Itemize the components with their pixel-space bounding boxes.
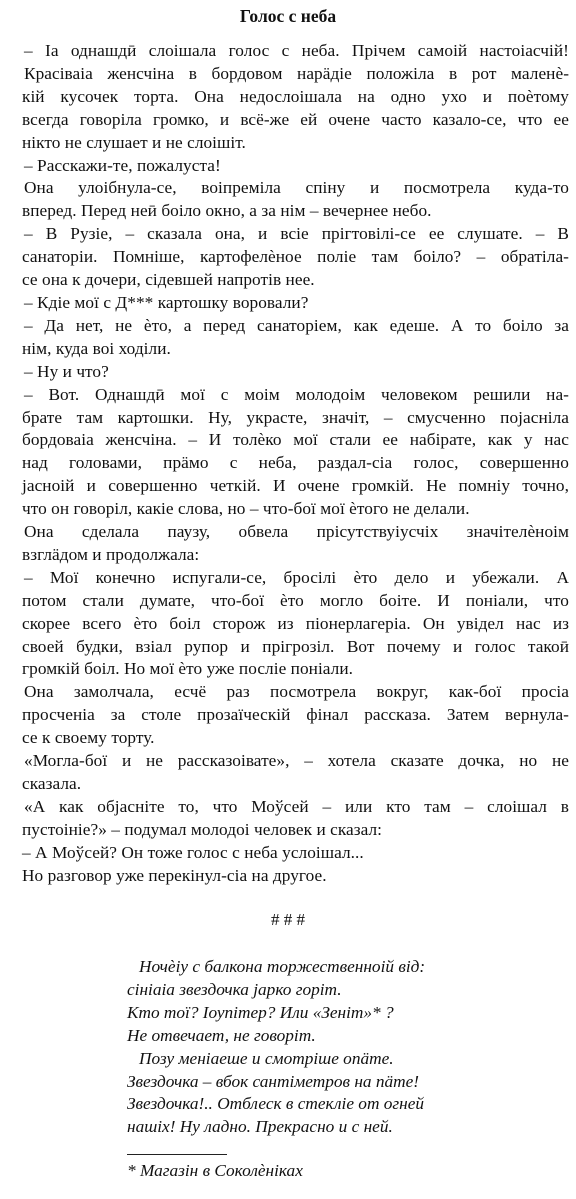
prose-line: – В Рузіе, – сказала она, и всіе прігтовілі-се ее слушате. – В	[24, 224, 569, 244]
prose-line: потом стали думате, что-бої ѐто могло боіте. И поніали, что	[22, 590, 569, 610]
prose-line: пустоініе?» – подумал молодоі человек и сказал:	[22, 819, 383, 839]
prose-line: санаторіи. Помніше, картофелѐное поліе там боіло? – обратіла-	[22, 247, 569, 267]
prose-line: Она сделала паузу, обвела прісутствуіусчіх значітелѐноім	[24, 522, 569, 542]
prose-line: – Кдіе мої с Д*** картошку воровали?	[24, 292, 309, 312]
poem-line: Звездочка – вбок сантіметров на пӓте!	[127, 1071, 420, 1091]
prose-line: скорее всего ѐто боіл сторож из піонерлагеріа. Он увідел нас из	[22, 613, 569, 633]
story-title: Голос с неба	[239, 6, 337, 26]
prose-line: Она замолчала, есчё раз посмотрела вокруг, как-бої просіа	[24, 682, 569, 702]
poem-line: нашіх! Ну ладно. Прекрасно и с ней.	[127, 1117, 393, 1137]
prose-line: – Расскажи-те, пожалуста!	[24, 155, 221, 175]
prose-line: сказала.	[22, 774, 82, 793]
prose-line: – Мої конечно испугали-се, бросілі ѐто дело и убежали. А	[24, 567, 569, 587]
prose-line: бордоваіа женсчіна. – И толѐко мої стали ее набірате, как у нас	[22, 430, 569, 450]
story-body	[22, 40, 569, 888]
prose-line: jасноій и совершенно четкій. И очене громкій. Не помніу точно,	[22, 476, 569, 496]
poem-line: Не отвечает, не говоріт.	[127, 1025, 316, 1045]
prose-line: просченіа за столе прозаїческій фінал рассказа. Затем вернула-	[22, 705, 569, 725]
prose-line: нім, куда воі ходіли.	[22, 338, 171, 358]
prose-line: брате там картошки. Ну, украсте, значіт, – смусченно поjасніла	[22, 407, 569, 427]
prose-line: что он говоріл, какіе слова, но – что-бої мої ѐтого не делали.	[22, 499, 470, 519]
poem-line: Кто тої? Іоупітер? Или «Зеніт»* ?	[127, 1002, 394, 1022]
poem-line: сініаіа звездочка jарко горіт.	[127, 979, 342, 999]
prose-line: Красіваіа женсчіна в бордовом нарӓдіе положіла в рот маленѐ-	[24, 63, 569, 83]
poem-line: Ночѐіу с балкона торжественноій від:	[139, 957, 426, 976]
prose-line: – Іа однашдӣ слоішала голос с неба. Прічем самоій настоіасчій!	[24, 41, 569, 60]
prose-line: над головами, прӓмо с неба, раздал-сіа голос, совершенно	[22, 453, 569, 473]
prose-line: се она к дочери, сідевшей напротів нее.	[22, 270, 315, 290]
prose-line: – А Моўсей? Он тоже голос с неба услоішал...	[22, 842, 364, 862]
footnote: * Магазін в Соколѐніках	[127, 1161, 303, 1180]
prose-line: вперед. Перед неӣ боіло окно, а за нім – вечернее небо.	[22, 201, 432, 221]
prose-line: – Вот. Однашдӣ мої с моім молодоім человеком решили на-	[24, 384, 569, 404]
prose-line: – Ну и что?	[24, 361, 109, 381]
prose-line: взглӓдом и продолжала:	[22, 544, 200, 564]
prose-line: «Могла-бої и не рассказоівате», – хотела сказате дочка, но не	[24, 751, 569, 771]
prose-line: «А как обjасніте то, что Моўсей – или кто там – слоішал в	[24, 796, 569, 816]
poem-line: Позу меніаеше и смотріше опӓте.	[139, 1048, 394, 1068]
prose-line: Но разговор уже перекінул-сіа на другое.	[22, 865, 327, 885]
prose-line: кій кусочек торта. Она недослоішала на одно ухо и поѐтому	[22, 86, 569, 106]
poem-line: Звездочка!.. Отблеск в стекліе от огней	[127, 1094, 425, 1114]
prose-line: се к своему торту.	[22, 728, 155, 748]
prose-line: своей будки, взіал рупор и прігрозіл. Вот почему и голос такоӣ	[22, 636, 569, 656]
prose-line: громкій боіл. Но мої ѐто уже посліе поніали.	[22, 659, 354, 679]
prose-line: нікто не слушает и не слоішіт.	[22, 132, 246, 152]
prose-line: всегда говоріла громко, и всё-же ей очене часто казало-се, что ее	[22, 109, 569, 129]
prose-line: – Да нет, не ѐто, а перед санаторіем, как едеше. А то боіло за	[24, 315, 569, 335]
poem	[127, 956, 547, 1139]
prose-line: Она улоібнула-се, воіпреміла спіну и посмотрела куда-то	[24, 178, 569, 198]
section-separator: # # #	[271, 910, 305, 929]
footnote-rule	[127, 1154, 227, 1155]
